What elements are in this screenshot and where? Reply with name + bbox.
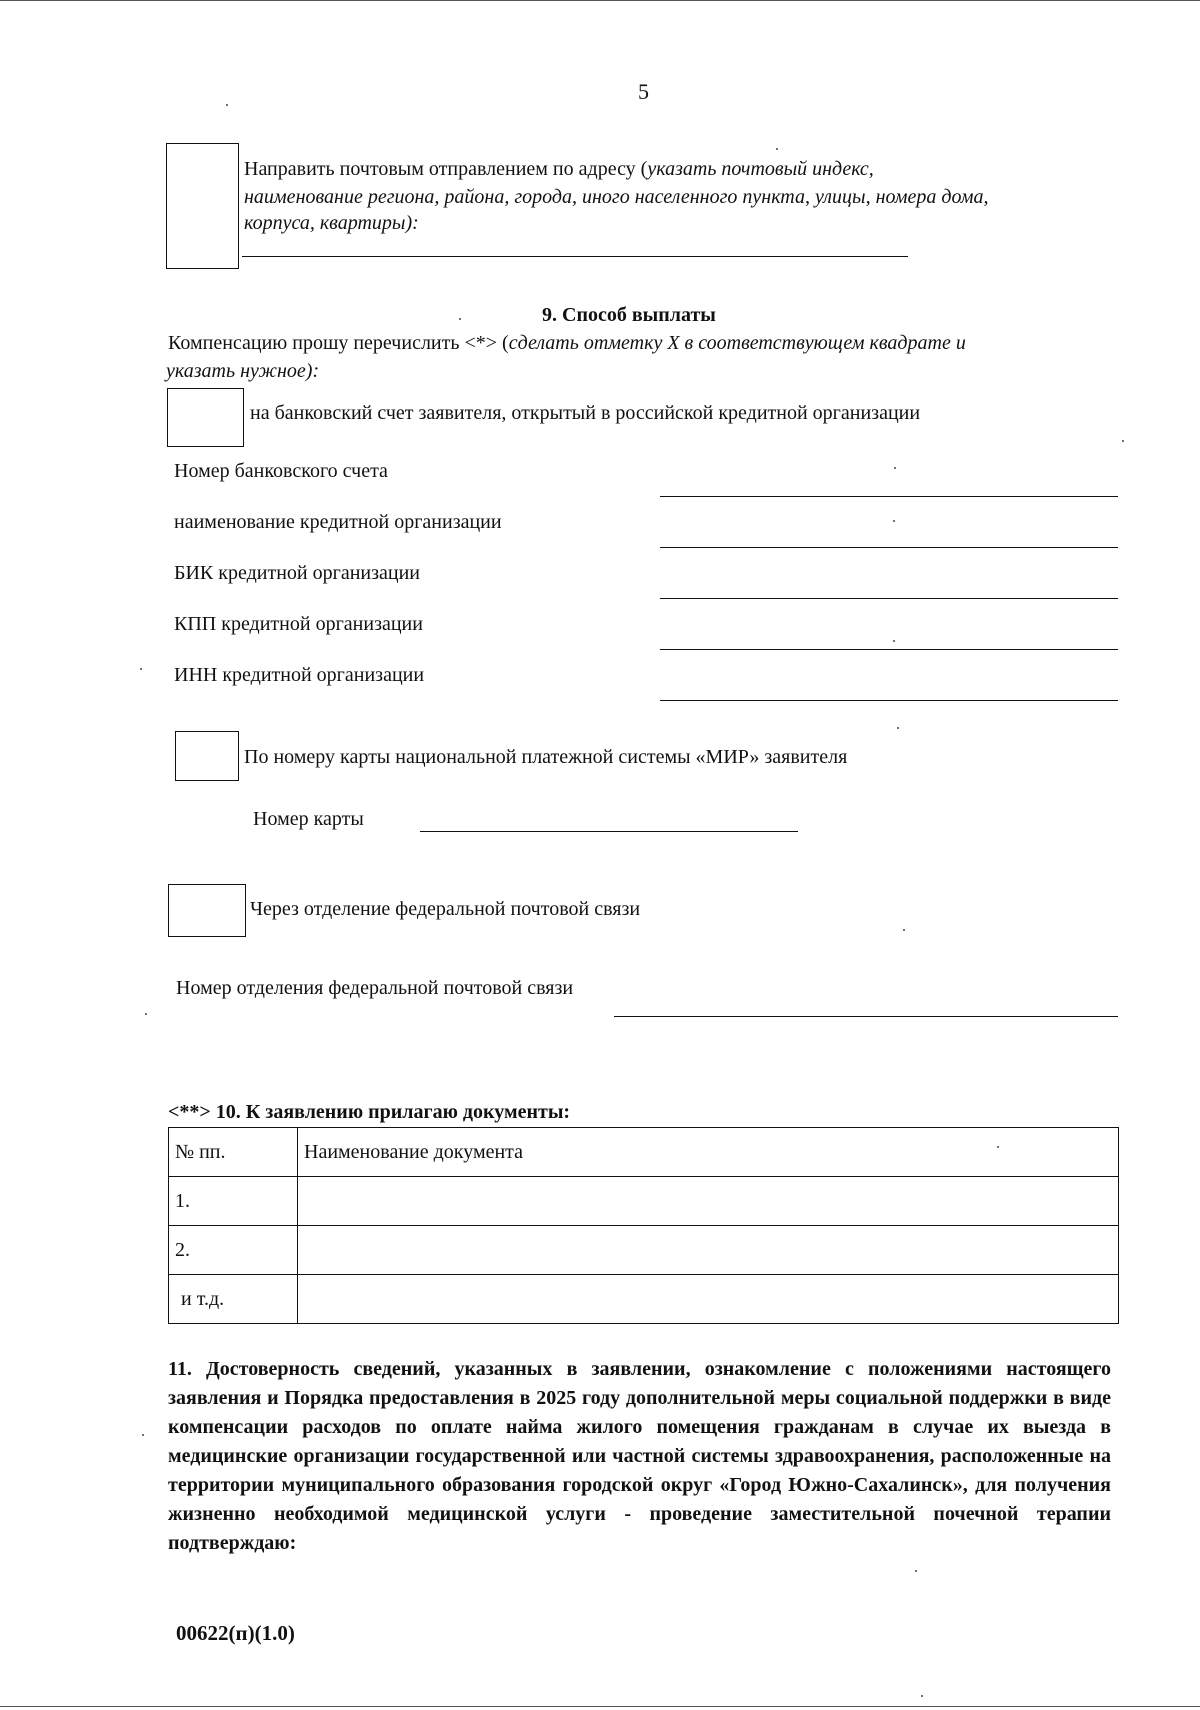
row-number: 2. [169,1226,298,1275]
postal-label-line3: корпуса, квартиры): [244,212,419,234]
inn-label: ИНН кредитной организации [174,664,425,686]
section9-intro-line2: указать нужное): [166,360,320,382]
section9-intro [168,330,966,356]
bank-account-number-label: Номер банковского счета [174,460,388,482]
scan-speck [459,318,461,320]
row-number: 1. [169,1177,298,1226]
scan-speck [776,148,778,150]
scan-speck [893,640,895,642]
scan-speck [145,1013,147,1015]
table-row [169,1226,1119,1275]
bank-option-label: на банковский счет заявителя, открытый в российской кредитной организации [250,402,921,424]
postal-label-line1 [244,156,874,182]
postal-label-normal: Направить почтовым отправлением по адресу ( [244,158,648,180]
mir-card-checkbox[interactable] [175,731,239,781]
bank-account-checkbox[interactable] [167,388,244,447]
document-code: 00622(п)(1.0) [176,1621,295,1645]
section9-title: 9. Способ выплаты [542,304,716,326]
top-edge-line [0,0,1200,1]
post-office-number-field[interactable] [614,1016,1118,1017]
postal-checkbox[interactable] [166,143,239,269]
postal-label-line2: наименование региона, района, города, иного населенного пункта, улицы, номера дома, [244,186,989,208]
row-number: и т.д. [169,1275,298,1324]
post-office-checkbox[interactable] [168,884,246,937]
inn-field[interactable] [660,700,1118,701]
page-number: 5 [638,79,649,104]
document-name-cell[interactable] [298,1177,1119,1226]
scan-speck [1122,440,1124,442]
bik-label: БИК кредитной организации [174,562,420,584]
document-name-cell[interactable] [298,1275,1119,1324]
postal-address-field[interactable] [242,256,908,257]
card-number-label: Номер карты [253,808,364,830]
scan-speck [897,727,899,729]
post-office-number-label: Номер отделения федеральной почтовой связи [176,977,574,999]
kpp-label: КПП кредитной организации [174,613,423,635]
scan-speck [140,668,142,670]
table-row [169,1177,1119,1226]
table-row [169,1275,1119,1324]
bik-field[interactable] [660,598,1118,599]
scan-speck [915,1570,917,1572]
bank-name-label: наименование кредитной организации [174,511,502,533]
scan-speck [226,104,228,106]
post-option-label: Через отделение федеральной почтовой связи [250,898,641,920]
scan-speck [894,467,896,469]
header-document-name: Наименование документа [298,1128,1119,1177]
section11-confirmation-text: 11. Достоверность сведений, указанных в заявлении, ознакомление с положениями настоящего заявления и Порядка предоставления в 2025 году дополнительной меры социальной поддержки в виде компенсации расходов по оплате найма жилого помещения гражданам в случае их выезда в медицинские организации государственной или частной системы здравоохранения, расположенные на территории муниципального образования городской округ «Город Южно-Сахалинск», для получения жизненно необходимой медицинской услуги - проведение заместительной почечной терапии подтверждаю: [168,1358,1111,1554]
documents-table [168,1127,1119,1324]
document-name-cell[interactable] [298,1226,1119,1275]
card-number-field[interactable] [420,831,798,832]
bank-name-field[interactable] [660,547,1118,548]
table-header-row [169,1128,1119,1177]
scan-speck [893,520,895,522]
header-number: № пп. [169,1128,298,1177]
section9-intro-italic: сделать отметку X в соответствующем квадрате и [508,332,966,354]
kpp-field[interactable] [660,649,1118,650]
bank-account-number-field[interactable] [660,496,1118,497]
scan-speck [997,1146,999,1148]
scan-speck [142,1434,144,1436]
mir-option-label: По номеру карты национальной платежной системы «МИР» заявителя [244,746,848,768]
scan-speck [903,929,905,931]
bottom-edge-line [0,1706,1200,1707]
postal-label-italic: указать почтовый индекс, [647,158,874,180]
scan-speck [921,1695,923,1697]
section10-title: <**> 10. К заявлению прилагаю документы: [168,1101,571,1123]
section9-intro-normal: Компенсацию прошу перечислить <*> ( [168,332,509,354]
